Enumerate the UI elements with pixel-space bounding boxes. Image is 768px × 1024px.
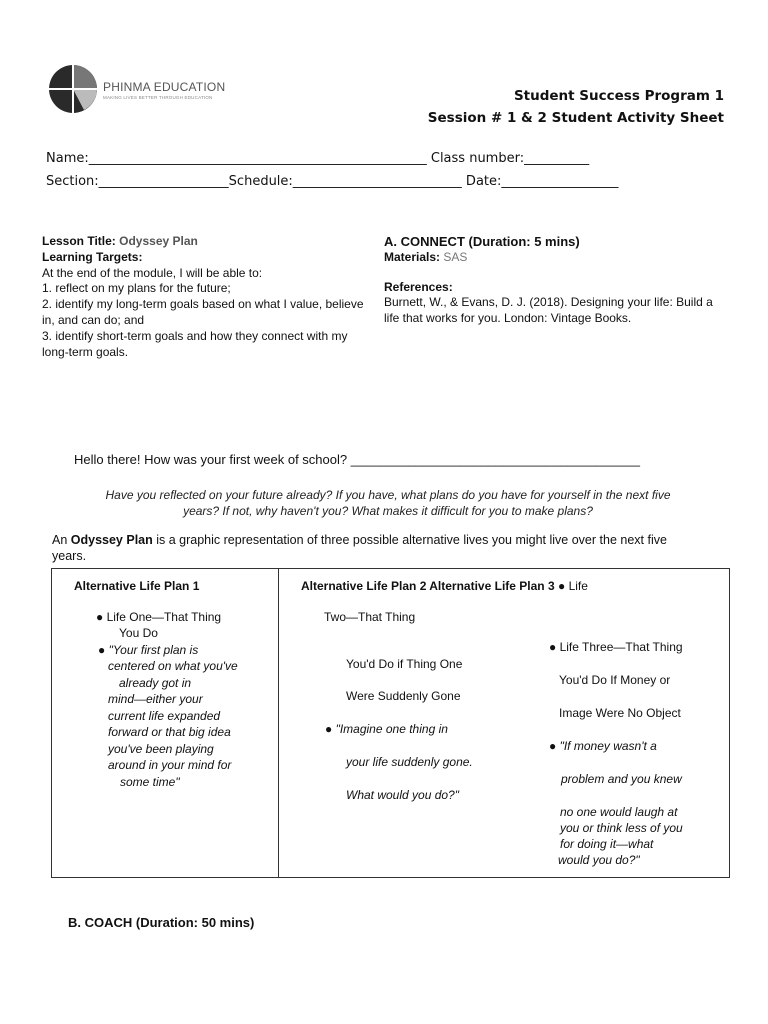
learning-target: 3. identify short-term goals and how they connect with my long-term goals. xyxy=(42,328,348,359)
plan-1-line: you've been playing xyxy=(108,742,214,756)
coach-heading: B. COACH (Duration: 50 mins) xyxy=(68,915,255,930)
definition-text: is a graphic representation of three possible alternative lives you might live over the next five years. xyxy=(52,533,667,563)
plan-1-header: Alternative Life Plan 1 xyxy=(74,579,200,593)
plan-1-line: some time" xyxy=(120,775,180,789)
plan-2-line: Were Suddenly Gone xyxy=(346,689,461,703)
learning-target: 1. reflect on my plans for the future; xyxy=(42,281,231,296)
plan-2-header-tail: ● Life xyxy=(557,579,588,593)
logo-tagline: MAKING LIVES BETTER THROUGH EDUCATION xyxy=(103,95,213,100)
program-title: Student Success Program 1 xyxy=(513,88,724,104)
reflection-question-line: years? If not, why haven't you? What makes it difficult for you to make plans? xyxy=(183,504,593,518)
learning-targets-intro: At the end of the module, I will be able to: xyxy=(42,265,263,280)
connect-heading: A. CONNECT (Duration: 5 mins) xyxy=(384,234,580,249)
plan-3-line: would you do?" xyxy=(558,853,640,867)
lesson-block xyxy=(42,234,377,360)
hello-prompt: Hello there! How was your first week of school? ________________________________________ xyxy=(74,452,640,467)
reflection-question-line: Have you reflected on your future already? If you have, what plans do you have for yourself in the next five xyxy=(105,488,671,502)
plan-1-line: forward or that big idea xyxy=(108,725,231,739)
plan-3-line: you or think less of you xyxy=(560,821,683,835)
plan-2-line: You'd Do if Thing One xyxy=(346,657,463,671)
references-label: References: xyxy=(384,279,453,294)
plan-1-line: current life expanded xyxy=(108,709,221,723)
plan-1-line: centered on what you've xyxy=(108,659,238,673)
learning-targets-label: Learning Targets: xyxy=(42,249,143,264)
phinma-logo-icon xyxy=(48,64,98,114)
lesson-title-line xyxy=(42,234,377,250)
plan-3-line: no one would laugh at xyxy=(560,805,678,819)
lesson-title-value: Odyssey Plan xyxy=(119,234,198,248)
plan-2-line: ● "Imagine one thing in xyxy=(325,722,448,736)
plan-3-line: ● "If money wasn't a xyxy=(549,739,657,753)
plan-2-line: Two—That Thing xyxy=(324,610,416,624)
alternative-life-plans-table xyxy=(51,568,730,878)
materials-label: Materials: xyxy=(384,249,441,264)
plan-3-line: for doing it—what xyxy=(560,837,654,851)
plan-1-line: ● Life One—That Thing xyxy=(96,610,222,624)
connect-block xyxy=(384,234,729,327)
plan-1-line: mind—either your xyxy=(108,692,203,706)
plan-3-line: You'd Do If Money or xyxy=(559,673,671,687)
plan-2-3-header xyxy=(301,578,588,594)
plan-1-line: already got in xyxy=(119,676,192,690)
learning-target: 2. identify my long-term goals based on what I value, believe in, and can do; and xyxy=(42,297,364,327)
reflection-question xyxy=(52,487,724,519)
plan-3-line: ● Life Three—That Thing xyxy=(549,640,683,654)
section-schedule-date-row: Section:____________________Schedule:__________________________ Date:__________________ xyxy=(46,174,619,189)
plan-2-line: What would you do?" xyxy=(346,788,459,802)
materials-line xyxy=(384,250,729,266)
definition-prefix: An xyxy=(52,533,71,547)
session-title: Session # 1 & 2 Student Activity Sheet xyxy=(427,110,724,126)
lesson-title-label: Lesson Title: xyxy=(42,234,116,248)
reference-text: Burnett, W., & Evans, D. J. (2018). Designing your life: Build a life that works for you. London: Vintage Books. xyxy=(384,295,713,326)
odyssey-definition xyxy=(52,532,692,564)
plan-1-line: ● "Your first plan is xyxy=(98,643,199,657)
plan-2-line: your life suddenly gone. xyxy=(346,755,473,769)
plan-2-3-cell xyxy=(279,569,730,878)
plan-2-3-header-text: Alternative Life Plan 2 Alternative Life Plan 3 xyxy=(301,579,555,593)
plan-3-line: Image Were No Object xyxy=(559,706,681,720)
name-class-row: Name:____________________________________________________ Class number:__________ xyxy=(46,151,590,166)
logo-name: PHINMA EDUCATION xyxy=(103,80,226,94)
plan-1-cell xyxy=(52,569,279,878)
plan-1-line: You Do xyxy=(119,626,158,640)
definition-term: Odyssey Plan xyxy=(70,533,153,547)
materials-value: SAS xyxy=(443,249,468,264)
plan-1-line: around in your mind for xyxy=(108,758,232,772)
plan-3-line: problem and you knew xyxy=(561,772,682,786)
